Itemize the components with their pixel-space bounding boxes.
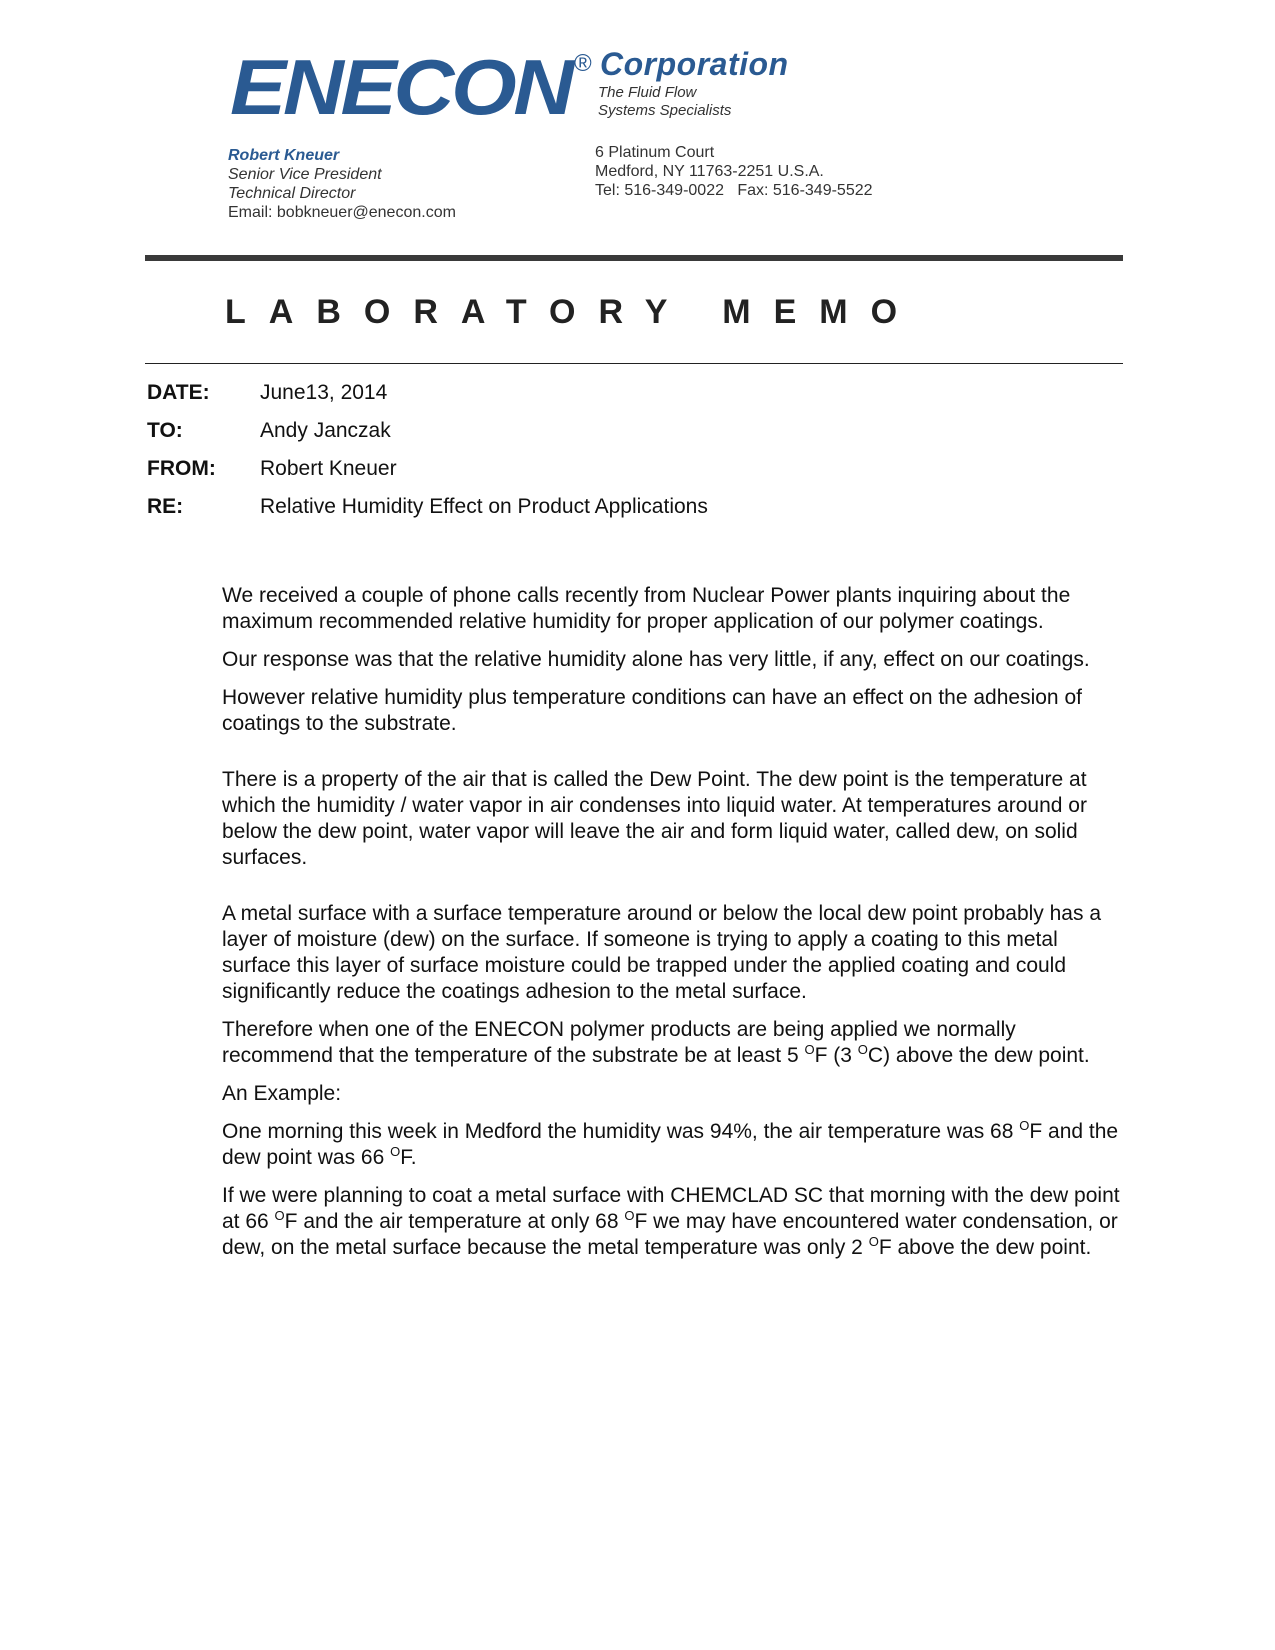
paragraph-3: However relative humidity plus temperature conditions can have an effect on the adhesion of coatings to the substrate. xyxy=(222,686,1082,735)
tagline-line-1: The Fluid Flow xyxy=(598,84,697,101)
from-label: FROM: xyxy=(147,457,216,480)
paragraph-7: An Example: xyxy=(222,1082,342,1105)
date-value: June13, 2014 xyxy=(260,381,388,404)
memo-body xyxy=(222,583,1127,1273)
paragraph-1: We received a couple of phone calls recently from Nuclear Power plants inquiring about the maximum recommended relative humidity for proper application of our polymer coatings. xyxy=(222,584,1071,633)
registered-mark: ® xyxy=(574,50,592,77)
degree-symbol: O xyxy=(868,1234,879,1249)
corporation-label: Corporation xyxy=(600,46,789,82)
address-line-2: Medford, NY 11763-2251 U.S.A. xyxy=(595,163,824,180)
paragraph-6-text-c: C) above the dew point. xyxy=(867,1044,1090,1067)
to-label: TO: xyxy=(147,419,183,442)
sender-title-1: Senior Vice President xyxy=(228,166,382,183)
sender-title-2: Technical Director xyxy=(228,185,356,202)
paragraph-2: Our response was that the relative humidity alone has very little, if any, effect on our coatings. xyxy=(222,648,1090,671)
tagline xyxy=(598,84,731,120)
degree-symbol: O xyxy=(857,1042,868,1057)
paragraph-9-text-d: F above the dew point. xyxy=(878,1236,1092,1259)
paragraph-8-text-b: F and the dew point was 66 xyxy=(222,1120,1119,1169)
sender-email: Email: bobkneuer@enecon.com xyxy=(228,204,456,221)
degree-symbol: O xyxy=(1019,1118,1030,1133)
paragraph-9 xyxy=(222,1183,1127,1261)
sender-block xyxy=(228,146,456,222)
address-line-3: Tel: 516-349-0022 Fax: 516-349-5522 xyxy=(595,182,873,199)
header-divider-thin xyxy=(145,363,1123,364)
paragraph-5: A metal surface with a surface temperature around or below the local dew point probably has a layer of moisture (dew) on the surface. If someone is trying to apply a coating to this metal surface this layer of surface moisture could be trapped under the applied coating and could significantly reduce the coatings adhesion to the metal surface. xyxy=(222,902,1101,1003)
degree-symbol: O xyxy=(274,1208,285,1223)
enecon-logo: ENECON xyxy=(230,43,571,131)
sender-name: Robert Kneuer xyxy=(228,147,340,164)
date-label: DATE: xyxy=(147,381,210,404)
paragraph-9-text-a: If we were planning to coat a metal surface with CHEMCLAD SC that morning with the dew point at 66 xyxy=(222,1184,1120,1233)
header-divider-thick xyxy=(145,255,1123,261)
address-block xyxy=(595,143,873,200)
paragraph-4: There is a property of the air that is called the Dew Point. The dew point is the temperature at which the humidity / water vapor in air condenses into liquid water. At temperatures around or below the dew point, water vapor will leave the air and form liquid water, called dew, on solid surfaces. xyxy=(222,768,1087,869)
paragraph-6 xyxy=(222,1017,1127,1069)
paragraph-8-text-a: One morning this week in Medford the humidity was 94%, the air temperature was 68 xyxy=(222,1120,1020,1143)
paragraph-9-text-b: F and the air temperature at only 68 xyxy=(284,1210,625,1233)
degree-symbol: O xyxy=(624,1208,635,1223)
memo-title: LABORATORY MEMO xyxy=(225,293,921,331)
to-value: Andy Janczak xyxy=(260,419,391,442)
paragraph-6-text-b: F (3 xyxy=(814,1044,858,1067)
from-value: Robert Kneuer xyxy=(260,457,397,480)
paragraph-9-text-c: F we may have encountered water condensation, or dew, on the metal surface because the metal temperature was only 2 xyxy=(222,1210,1118,1259)
paragraph-8-text-c: F. xyxy=(400,1146,417,1169)
degree-symbol: O xyxy=(804,1042,815,1057)
tagline-line-2: Systems Specialists xyxy=(598,102,732,119)
re-value: Relative Humidity Effect on Product Applications xyxy=(260,495,708,518)
address-line-1: 6 Platinum Court xyxy=(595,144,715,161)
paragraph-6-text-a: Therefore when one of the ENECON polymer products are being applied we normally recommend that the temperature of the substrate be at least 5 xyxy=(222,1018,1016,1067)
degree-symbol: O xyxy=(390,1144,401,1159)
re-label: RE: xyxy=(147,495,184,518)
paragraph-8 xyxy=(222,1119,1127,1171)
